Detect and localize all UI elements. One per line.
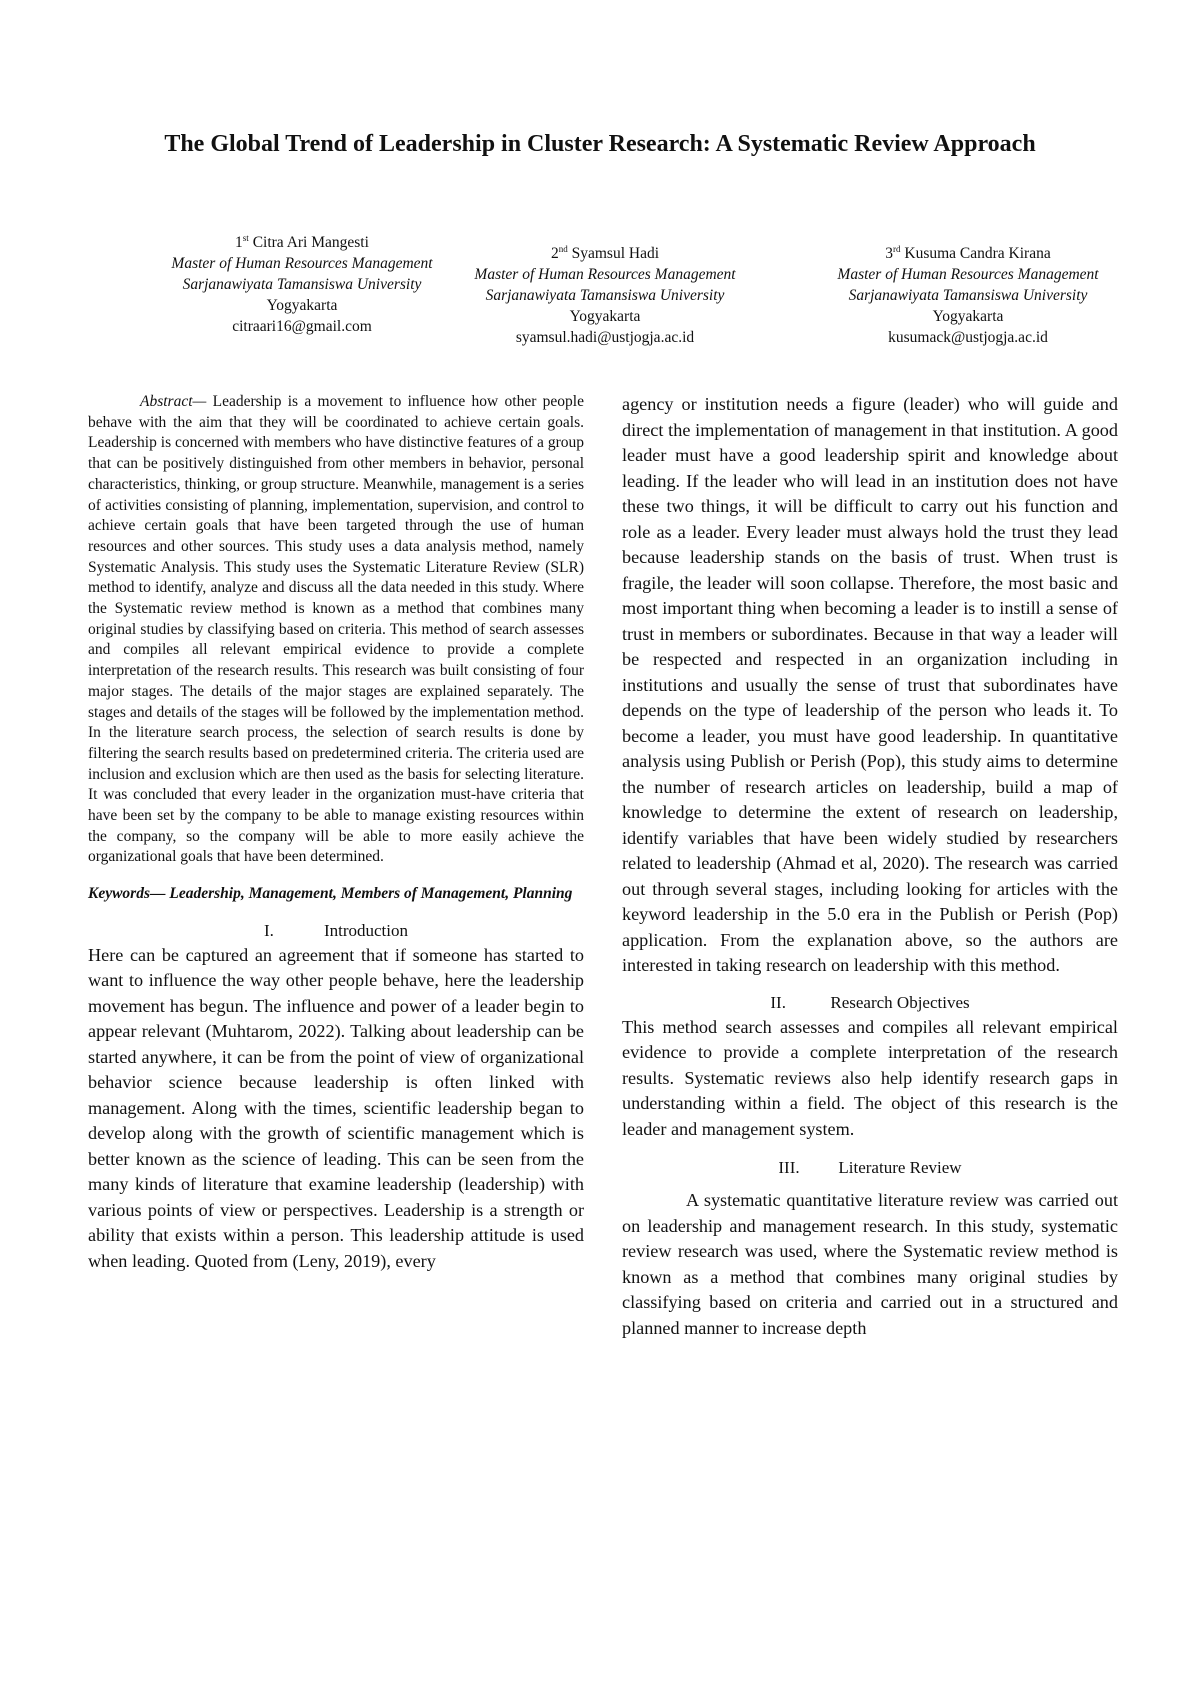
abstract-text: Leadership is a movement to influence how other people behave with the aim that they will be coordinated to achieve certain goals. Leadership is concerned with members who have distinctive features of a group that can be positively distinguished from other members in behavior, personal characteristics, thinking, or group structure. Meanwhile, management is a series of activities consisting of planning, implementation, supervision, and control to achieve certain goals that have been targeted through the use of human resources and other sources. This study uses a data analysis method, namely Systematic Analysis. This study uses the Systematic Literature Review (SLR) method to identify, analyze and discuss all the data needed in this study. Where the Systematic review method is known as a method that combines many original studies by classifying based on criteria. This method of search assesses and compiles all relevant empirical evidence to provide a complete interpretation of the research results. This research was built consisting of four major stages. The details of the major stages are explained separately. The stages and details of the stages will be followed by the implementation method. In the literature search process, the selection of search results is done by filtering the search results based on predetermined criteria. The criteria used are inclusion and exclusion which are then used as the basis for selecting literature. It was concluded that every leader in the organization must-have criteria that have been set by the company to be able to manage existing resources within the company, so the company will be able to more easily achieve the organizational goals that have been determined. xyxy=(88,393,584,866)
abstract xyxy=(88,392,584,868)
right-column xyxy=(622,392,1118,1341)
author-block-3 xyxy=(818,243,1118,348)
author-city: Yogyakarta xyxy=(569,308,641,325)
author-affiliation: Master of Human Resources Management xyxy=(171,255,433,272)
research-objectives-text: This method search assesses and compiles all relevant empirical evidence to provide a complete interpretation of the research results. Systematic reviews also help identify research gaps in understanding within a field. The object of this research is the leader and management system. xyxy=(622,1016,1118,1139)
author-university: Sarjanawiyata Tamansiswa University xyxy=(182,276,422,293)
introduction-text-right: agency or institution needs a figure (leader) who will guide and direct the implementation of management in that institution. A good leader must have a good leadership spirit and knowledge about leading. If the leader who will lead in an institution does not have these two things, it will be difficult to carry out his function and role as a leader. Every leader must always hold the trust they lead because leadership stands on the basis of trust. When trust is fragile, the leader will soon collapse. Therefore, the most basic and most important thing when becoming a leader is to instill a sense of trust in members or subordinates. Because in that way a leader will be respected and respected in an organization including in institutions and usually the sense of trust that subordinates have depends on the type of leadership of the person who leads it. To become a leader, you must have good leadership. In quantitative analysis using Publish or Perish (Pop), this study aims to determine the number of research articles on leadership, build a map of knowledge to determine the extent of research on leadership, identify variables that have been widely studied by researchers related to leadership (Ahmad et al, 2020). The research was carried out through several stages, including looking for articles with the keyword leadership in the 5.0 era in the Publish or Perish (Pop) application. From the explanation above, so the authors are interested in taking research on leadership with this method. xyxy=(622,394,1118,975)
author-affiliation: Master of Human Resources Management xyxy=(837,266,1099,283)
author-name-line: 2nd Syamsul Hadi xyxy=(550,243,660,262)
introduction-text-left: Here can be captured an agreement that if someone has started to want to influence the way other people behave, here the leadership movement has begun. The influence and power of a leader begin to appear relevant (Muhtarom, 2022). Talking about leadership can be started anywhere, it can be from the point of view of organizational behavior science because leadership is often linked with management. Along with the times, scientific leadership began to develop along with the growth of scientific management which is better known as the science of leading. This can be seen from the many kinds of literature that examine leadership (leadership) with various points of view or perspectives. Leadership is a strength or ability that exists within a person. This leadership attitude is used when leading. Quoted from (Leny, 2019), every xyxy=(88,944,584,1271)
author-city: Yogyakarta xyxy=(932,308,1004,325)
author-name: Citra Ari Mangesti xyxy=(252,234,369,251)
author-block-2 xyxy=(455,243,755,348)
author-email[interactable]: syamsul.hadi@ustjogja.ac.id xyxy=(515,329,695,346)
literature-review-text: A systematic quantitative literature review was carried out on leadership and management research. In this study, systematic review research was used, where the Systematic review method is known as a method that combines many original studies by classifying based on criteria and carried out in a structured and planned manner to increase depth xyxy=(622,1190,1118,1338)
author-name-line: 1st Citra Ari Mangesti xyxy=(235,232,369,251)
author-email[interactable]: citraari16@gmail.com xyxy=(232,318,372,335)
section-heading-literature-review: III. Literature Review xyxy=(778,1158,962,1177)
author-university: Sarjanawiyata Tamansiswa University xyxy=(485,287,725,304)
paper-title: The Global Trend of Leadership in Cluster Research: A Systematic Review Approach xyxy=(164,131,1036,157)
author-name-line: 3rd Kusuma Candra Kirana xyxy=(885,243,1051,262)
section-heading-research-objectives: II. Research Objectives xyxy=(770,992,970,1012)
author-name: Kusuma Candra Kirana xyxy=(904,245,1051,262)
author-email[interactable]: kusumack@ustjogja.ac.id xyxy=(888,329,1048,346)
abstract-label: Abstract— xyxy=(140,393,207,410)
left-column xyxy=(88,392,584,1274)
author-block-1 xyxy=(152,232,452,337)
author-city: Yogyakarta xyxy=(266,297,338,314)
author-university: Sarjanawiyata Tamansiswa University xyxy=(848,287,1088,304)
author-name: Syamsul Hadi xyxy=(571,245,660,262)
section-heading-introduction: I. Introduction xyxy=(263,920,409,940)
keywords: Keywords— Leadership, Management, Members of Management, Planning xyxy=(88,885,573,903)
author-affiliation: Master of Human Resources Management xyxy=(474,266,736,283)
